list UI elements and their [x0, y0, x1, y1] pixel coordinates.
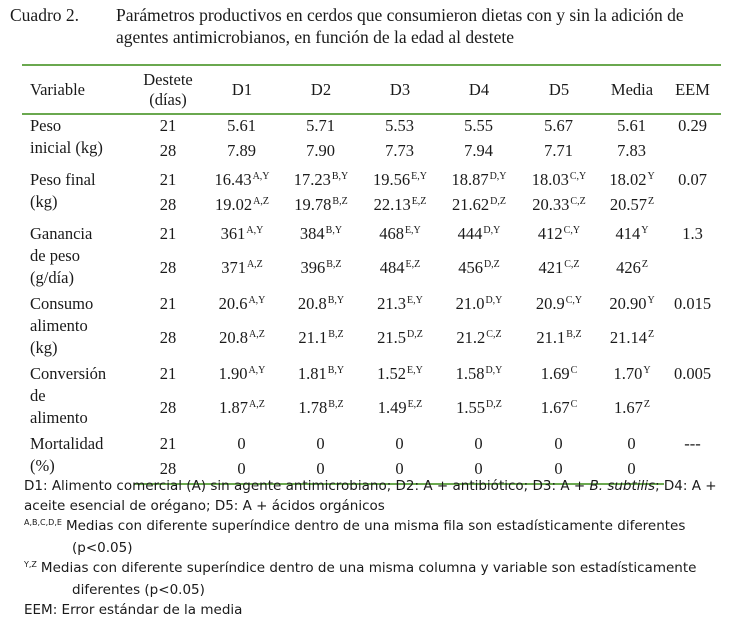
- cell-value: 5.53: [385, 116, 414, 135]
- cell-value: 20.6: [218, 294, 248, 313]
- destete-cell: 28: [134, 458, 202, 484]
- cell-superscript: A,Y: [252, 171, 270, 182]
- footnote-column-superscripts: [24, 558, 724, 580]
- cell-value: 7.89: [227, 141, 256, 160]
- header-row: [22, 65, 721, 114]
- cell-value: 18.03: [531, 170, 569, 189]
- cell-value: 426: [616, 257, 641, 277]
- cell-value: 16.43: [214, 170, 252, 189]
- cell-superscript: C,Y: [565, 295, 583, 306]
- cell-superscript: Z: [641, 258, 648, 270]
- cell-value: 21.62: [452, 195, 490, 214]
- cell-value: 421: [538, 257, 564, 277]
- value-cell: [282, 359, 360, 397]
- table-row: [22, 219, 721, 257]
- value-cell: [360, 165, 440, 194]
- cell-value: 21.2: [456, 327, 486, 347]
- cell-value: 21.1: [298, 327, 328, 347]
- value-cell: [202, 289, 282, 327]
- cell-superscript: E,Y: [404, 225, 421, 236]
- cell-value: 7.71: [544, 141, 573, 160]
- value-cell: [440, 429, 518, 458]
- destete-cell: 28: [159, 195, 177, 214]
- value-cell: [600, 327, 664, 359]
- variable-cell: Peso inicial (kg): [30, 116, 103, 157]
- eem-cell: 1.3: [682, 224, 703, 243]
- destete-cell: 28: [159, 141, 177, 160]
- value-cell: [202, 429, 282, 458]
- value-cell: [360, 327, 440, 359]
- variable-cell: Conversión de alimento: [30, 364, 107, 427]
- cell-value: 22.13: [373, 195, 411, 214]
- cell-superscript: A,Y: [248, 295, 266, 306]
- cell-value: 444: [457, 224, 483, 243]
- value-cell: [518, 397, 600, 429]
- header-eem: EEM: [664, 65, 721, 114]
- value-cell: [600, 165, 664, 194]
- cell-value: 1.67: [614, 397, 643, 417]
- destete-cell: 21: [159, 116, 177, 135]
- cell-value: 7.73: [385, 141, 414, 160]
- destete-cell: 28: [159, 257, 177, 277]
- table-row: [22, 359, 721, 397]
- destete-cell: 21: [159, 224, 177, 243]
- cell-value: 20.9: [535, 294, 565, 313]
- value-cell: [282, 397, 360, 429]
- table-caption: [10, 4, 735, 48]
- results-table: [22, 64, 721, 485]
- cell-value: 1.87: [219, 397, 249, 417]
- caption-label: Cuadro 2.: [10, 5, 80, 25]
- cell-superscript: E,Y: [411, 171, 427, 182]
- cell-value: 1.58: [455, 364, 485, 383]
- cell-superscript: A,Y: [248, 365, 266, 376]
- value-cell: [360, 114, 440, 140]
- cell-value: 484: [379, 257, 405, 277]
- footnote-diets-species: B. subtilis: [589, 478, 656, 494]
- cell-value: 0: [474, 434, 483, 453]
- cell-value: 0: [237, 459, 246, 478]
- cell-superscript: Z: [643, 398, 650, 410]
- caption-line-1: Parámetros productivos en cerdos que consumieron dietas con y sin la adición de: [116, 5, 684, 25]
- footnote-eem: EEM: Error estándar de la media: [24, 602, 243, 618]
- cell-superscript: D,Z: [486, 398, 502, 410]
- cell-superscript: B,Y: [327, 365, 345, 376]
- cell-value: 5.67: [544, 116, 573, 135]
- cell-value: 21.14: [609, 327, 647, 347]
- value-cell: [600, 114, 664, 140]
- value-cell: [518, 327, 600, 359]
- cell-value: 20.57: [609, 195, 647, 214]
- destete-cell: 28: [159, 327, 177, 347]
- footnotes: [24, 476, 724, 620]
- cell-value: 0: [474, 459, 483, 478]
- cell-value: 21.5: [377, 327, 407, 347]
- cell-value: 20.33: [532, 195, 570, 214]
- table-body: [22, 114, 721, 484]
- cell-value: 20.8: [297, 294, 327, 313]
- cell-superscript: B,Z: [326, 258, 342, 270]
- cell-value: 361: [220, 224, 246, 243]
- value-cell: [600, 397, 664, 429]
- cell-value: 1.49: [377, 397, 407, 417]
- cell-value: 1.81: [297, 364, 327, 383]
- cell-value: 0: [395, 459, 404, 478]
- cell-superscript: D,Y: [485, 295, 503, 306]
- cell-value: 468: [379, 224, 404, 243]
- footnote-diets: [24, 476, 724, 496]
- cell-superscript: B,Z: [566, 328, 582, 340]
- value-cell: [360, 289, 440, 327]
- cell-superscript: C,Z: [486, 328, 502, 340]
- cell-superscript: D,Y: [485, 365, 503, 376]
- cell-value: 21.0: [455, 294, 485, 313]
- cell-value: 1.70: [613, 364, 643, 383]
- value-cell: [202, 257, 282, 289]
- footnote-diets-a: D1: Alimento comercial (A) sin agente antimicrobiano; D2: A + antibiótico; D3: A +: [24, 478, 590, 494]
- cell-value: 7.90: [306, 141, 335, 160]
- cell-value: 1.78: [298, 397, 328, 417]
- footnote-yz-text: Medias con diferente superíndice dentro de una misma columna y variable son estadísticamente: [40, 560, 697, 576]
- cell-superscript: E,Y: [407, 295, 423, 306]
- value-cell: [518, 165, 600, 194]
- cell-superscript: C,Z: [570, 196, 586, 207]
- eem-cell: ---: [684, 434, 701, 453]
- value-cell: [440, 327, 518, 359]
- cell-value: 1.90: [218, 364, 248, 383]
- cell-value: 21.1: [536, 327, 566, 347]
- cell-superscript: E,Z: [407, 398, 423, 410]
- value-cell: [202, 114, 282, 140]
- value-cell: [360, 397, 440, 429]
- value-cell: [600, 219, 664, 257]
- destete-cell: 21: [159, 170, 177, 189]
- value-cell: [282, 257, 360, 289]
- footnote-yz-line2: diferentes (p<0.05): [72, 582, 205, 598]
- header-d2: D2: [282, 65, 360, 114]
- value-cell: [360, 429, 440, 458]
- caption-line-2: agentes antimicrobianos, en función de la edad al destete: [116, 27, 514, 47]
- footnote-abcde-p: (p<0.05): [72, 540, 133, 556]
- cell-superscript: Y: [643, 365, 651, 376]
- cell-value: 17.23: [293, 170, 331, 189]
- cell-value: 18.02: [609, 170, 647, 189]
- destete-cell: 21: [159, 434, 177, 453]
- cell-superscript: E,Y: [407, 365, 423, 376]
- cell-superscript: C,Y: [563, 225, 581, 236]
- cell-value: 19.78: [294, 195, 332, 214]
- cell-superscript: B,Z: [328, 398, 344, 410]
- value-cell: [518, 257, 600, 289]
- value-cell: [202, 359, 282, 397]
- value-cell: [282, 289, 360, 327]
- cell-value: 19.56: [373, 170, 411, 189]
- value-cell: [600, 257, 664, 289]
- cell-superscript: Z: [648, 328, 655, 340]
- value-cell: [440, 219, 518, 257]
- value-cell: [282, 165, 360, 194]
- cell-superscript: D,Y: [483, 225, 501, 236]
- cell-superscript: C: [570, 398, 578, 410]
- value-cell: [440, 194, 518, 219]
- destete-cell: 21: [159, 364, 177, 383]
- value-cell: [282, 114, 360, 140]
- cell-superscript: E,Z: [405, 258, 421, 270]
- cell-value: 21.3: [377, 294, 407, 313]
- value-cell: [600, 359, 664, 397]
- value-cell: [440, 397, 518, 429]
- cell-value: 7.94: [464, 141, 493, 160]
- cell-value: 384: [299, 224, 325, 243]
- value-cell: [202, 219, 282, 257]
- header-media: Media: [600, 65, 664, 114]
- cell-value: 20.90: [609, 294, 647, 313]
- cell-superscript: B,Z: [332, 196, 348, 207]
- cell-superscript: Z: [648, 196, 655, 207]
- cell-superscript: D,Z: [407, 328, 423, 340]
- cell-superscript: C,Y: [569, 171, 587, 182]
- cell-value: 20.8: [219, 327, 249, 347]
- variable-cell: Peso final (kg): [30, 170, 96, 211]
- cell-superscript: E,Z: [411, 196, 427, 207]
- destete-cell: 28: [159, 397, 177, 417]
- table-row: [22, 165, 721, 194]
- footnote-abcde-text: Medias con diferente superíndice dentro de una misma fila son estadísticamente diferentes: [65, 518, 686, 534]
- cell-value: 0: [554, 459, 563, 478]
- cell-superscript: Y: [647, 295, 655, 306]
- eem-cell: 0.07: [678, 170, 707, 189]
- value-cell: [600, 140, 664, 165]
- value-cell: [518, 359, 600, 397]
- value-cell: [518, 114, 600, 140]
- footnote-diets-line2: aceite esencial de orégano; D5: A + ácidos orgánicos: [24, 498, 385, 514]
- variable-cell: Ganancia de peso (g/día): [30, 224, 93, 287]
- header-d4: D4: [440, 65, 518, 114]
- value-cell: [440, 289, 518, 327]
- cell-superscript: D,Y: [489, 171, 507, 182]
- header-d1: D1: [202, 65, 282, 114]
- cell-value: 18.87: [451, 170, 489, 189]
- cell-value: 5.61: [227, 116, 256, 135]
- cell-value: 396: [300, 257, 326, 277]
- value-cell: [360, 194, 440, 219]
- header-dias-label: (días): [149, 89, 187, 109]
- value-cell: [202, 140, 282, 165]
- cell-value: 1.67: [540, 397, 570, 417]
- header-destete-label: Destete: [143, 69, 193, 89]
- eem-cell: 0.29: [678, 116, 707, 135]
- cell-value: 456: [458, 257, 483, 277]
- footnote-abcde-sup: A,B,C,D,E: [24, 518, 62, 527]
- value-cell: [360, 219, 440, 257]
- cell-superscript: C,Z: [564, 258, 580, 270]
- header-variable: Variable: [22, 65, 134, 114]
- cell-value: 0: [237, 434, 246, 453]
- value-cell: [202, 327, 282, 359]
- header-d5: D5: [518, 65, 600, 114]
- cell-superscript: A,Y: [246, 225, 264, 236]
- cell-value: 19.02: [215, 195, 253, 214]
- value-cell: [600, 429, 664, 458]
- value-cell: [360, 359, 440, 397]
- footnote-diets-b: ; D4: A +: [655, 478, 717, 494]
- value-cell: [202, 194, 282, 219]
- value-cell: [518, 289, 600, 327]
- cell-value: 0: [554, 434, 563, 453]
- value-cell: [282, 327, 360, 359]
- cell-superscript: C: [570, 365, 578, 376]
- table-row: [22, 429, 721, 458]
- table-row: [22, 289, 721, 327]
- cell-superscript: Y: [641, 225, 649, 236]
- cell-value: 5.55: [464, 116, 493, 135]
- value-cell: [360, 140, 440, 165]
- value-cell: [600, 289, 664, 327]
- cell-value: 0: [627, 434, 636, 453]
- value-cell: [440, 140, 518, 165]
- cell-value: 1.69: [540, 364, 570, 383]
- value-cell: [202, 397, 282, 429]
- cell-value: 0: [316, 459, 325, 478]
- table-row: [22, 114, 721, 140]
- cell-superscript: A,Z: [246, 258, 263, 270]
- value-cell: [518, 429, 600, 458]
- cell-value: 5.71: [306, 116, 335, 135]
- cell-value: 371: [221, 257, 246, 277]
- cell-value: 5.61: [617, 116, 646, 135]
- value-cell: [518, 140, 600, 165]
- cell-superscript: B,Y: [331, 171, 349, 182]
- value-cell: [440, 257, 518, 289]
- value-cell: [202, 165, 282, 194]
- cell-value: 1.52: [377, 364, 407, 383]
- cell-superscript: B,Y: [327, 295, 345, 306]
- eem-cell: 0.005: [673, 364, 712, 383]
- footnote-yz-sup: Y,Z: [24, 560, 37, 569]
- cell-superscript: D,Z: [483, 258, 500, 270]
- value-cell: [440, 359, 518, 397]
- cell-superscript: A,Z: [249, 398, 265, 410]
- cell-value: 0: [627, 459, 636, 478]
- cell-value: 414: [615, 224, 641, 243]
- cell-value: 0: [395, 434, 404, 453]
- value-cell: [440, 165, 518, 194]
- cell-superscript: Y: [647, 171, 655, 182]
- value-cell: [282, 194, 360, 219]
- value-cell: [282, 219, 360, 257]
- cell-superscript: B,Y: [325, 225, 343, 236]
- cell-superscript: B,Z: [328, 328, 344, 340]
- value-cell: [440, 114, 518, 140]
- cell-value: 7.83: [617, 141, 646, 160]
- cell-value: 412: [537, 224, 563, 243]
- value-cell: [518, 194, 600, 219]
- cell-value: 1.55: [456, 397, 486, 417]
- value-cell: [600, 194, 664, 219]
- cell-superscript: A,Z: [253, 196, 269, 207]
- cell-value: 0: [316, 434, 325, 453]
- cell-superscript: A,Z: [249, 328, 265, 340]
- value-cell: [282, 429, 360, 458]
- eem-cell: 0.015: [673, 294, 712, 313]
- header-d3: D3: [360, 65, 440, 114]
- variable-cell: Mortalidad (%): [30, 434, 104, 475]
- destete-cell: 21: [159, 294, 177, 313]
- footnote-row-superscripts: [24, 516, 724, 538]
- cell-superscript: D,Z: [490, 196, 506, 207]
- value-cell: [282, 140, 360, 165]
- header-destete: [134, 65, 202, 114]
- variable-cell: Consumo alimento (kg): [30, 294, 94, 357]
- value-cell: [518, 219, 600, 257]
- value-cell: [360, 257, 440, 289]
